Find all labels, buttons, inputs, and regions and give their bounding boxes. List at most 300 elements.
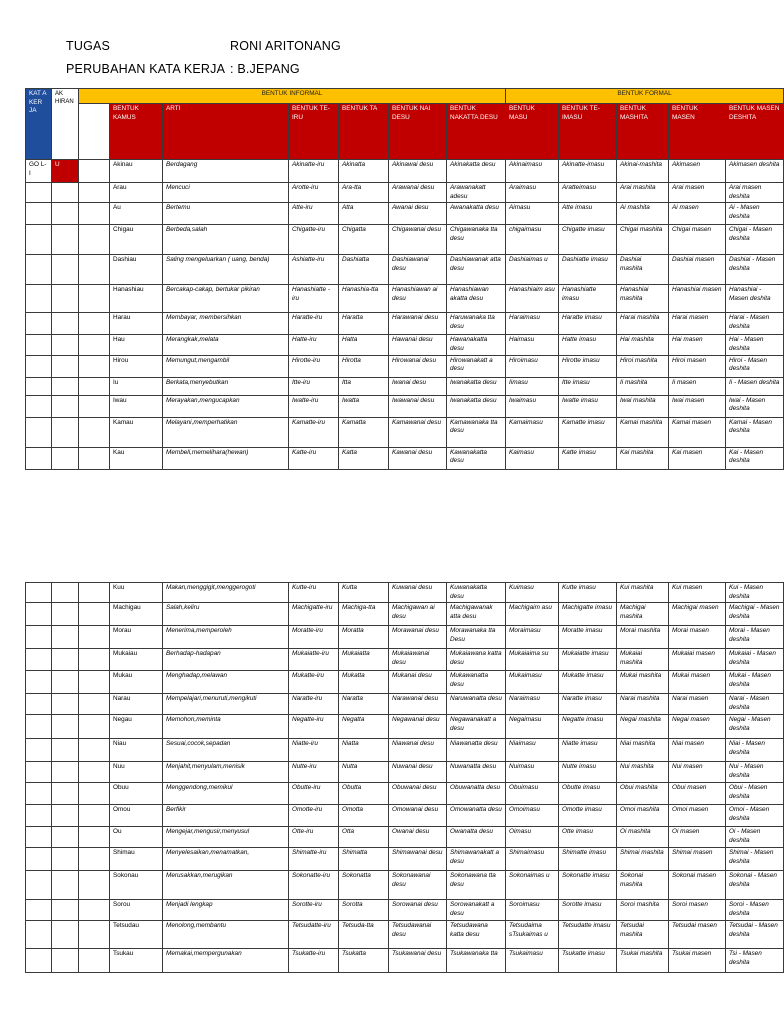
table-cell: Tetsudatte imasu [559,921,617,949]
table-cell: Iwatte imasu [559,395,617,417]
table-cell: Ashiatte-iru [289,255,339,285]
table-cell: Kui masen [669,583,726,603]
table-cell: Arau [110,183,163,203]
table-cell: chigaimasu [506,225,559,255]
table-cell: Tsukawanai desu [389,949,447,973]
table-cell: Negai mashita [617,715,669,739]
table-cell: Haraimasu [506,313,559,335]
table-cell: Machigawanak atta desu [447,603,506,626]
table-cell: Ii - Masen deshita [726,377,784,395]
spacer-cell [79,762,110,783]
table-cell: Nutte imasu [559,762,617,783]
table-cell: Shimai - Masen deshita [726,848,784,871]
table-cell: Menyelesaikan,menamatkan, [163,848,289,871]
group-cell [26,694,52,715]
table-cell: Iimasu [506,377,559,395]
table-cell: Iu [110,377,163,395]
subject-title: PERUBAHAN KATA KERJA [66,62,226,76]
table-row [26,921,784,949]
table-cell: Berbeda,salah [163,225,289,255]
group-cell [26,783,52,805]
group-cell: GO L-I [26,160,52,183]
table-cell: Niai mashita [617,739,669,762]
group-cell [26,649,52,671]
table-cell: Sorotte imasu [559,900,617,921]
table-cell: Kai masen [669,447,726,469]
table-cell: Naruwanatta desu [447,694,506,715]
table-cell: Nui - Masen deshita [726,762,784,783]
table-cell: Mukaiawanai desu [389,649,447,671]
table-cell: Mukau [110,671,163,694]
table-cell: Mukaiaima su [506,649,559,671]
spacer-cell [79,335,110,355]
table-cell: Shimatte imasu [559,848,617,871]
table-cell: Kamawanai desu [389,417,447,447]
table-cell: Sokonai - Masen deshita [726,871,784,900]
table-cell: Soroi masen [669,900,726,921]
suffix-cell [52,355,79,377]
table-cell: Narawanai desu [389,694,447,715]
group-cell [26,377,52,395]
spacer-cell [79,671,110,694]
table-cell: Tsukau [110,949,163,973]
table-cell: Iwawanai desu [389,395,447,417]
spacer-cell [79,355,110,377]
column-header: ARTI [163,104,289,160]
table-cell: Hirotta [339,355,389,377]
table-cell: Machigatte-iru [289,603,339,626]
table-cell: Narai mashita [617,694,669,715]
table-cell: Hanashiau [110,285,163,313]
table-cell: Hawanakatta desu [447,335,506,355]
spacer-cell [79,949,110,973]
group-cell [26,203,52,225]
table-cell: Mukai masen [669,671,726,694]
column-header: BENTUK TE-IRU [289,104,339,160]
table-cell: Soroimasu [506,900,559,921]
group-cell [26,921,52,949]
spacer-cell [79,900,110,921]
table-row [26,694,784,715]
table-cell: Kamai - Masen deshita [726,417,784,447]
table-cell: Nui mashita [617,762,669,783]
table-row [26,377,784,395]
table-row [26,395,784,417]
table-cell: Araimasu [506,183,559,203]
table-cell: Hai mashita [617,335,669,355]
table-cell: Iwau [110,395,163,417]
suffix-cell [52,921,79,949]
table-cell: Akimasen deshita [726,160,784,183]
table-cell: Kamatte imasu [559,417,617,447]
table-cell: Atta [339,203,389,225]
table-row [26,827,784,848]
table-cell: Shimau [110,848,163,871]
table-cell: Kamawanaka tta desu [447,417,506,447]
table-cell: Au [110,203,163,225]
table-row [26,783,784,805]
table-cell: Sokonatta [339,871,389,900]
table-cell: Kuwanakatta desu [447,583,506,603]
table-cell: Hiroi masen [669,355,726,377]
table-cell: Hiroi mashita [617,355,669,377]
table-cell: Shimai masen [669,848,726,871]
student-name: RONI ARITONANG [230,39,341,53]
table-cell: Memungut,mengambil [163,355,289,377]
table-cell: Negau [110,715,163,739]
table-cell: Nuwanai desu [389,762,447,783]
table-cell: Kui mashita [617,583,669,603]
table-cell: Kamai masen [669,417,726,447]
table-cell: Haimasu [506,335,559,355]
table-cell: Machigatte imasu [559,603,617,626]
spacer-cell [79,285,110,313]
suffix-cell [52,395,79,417]
suffix-cell [52,335,79,355]
group-cell [26,355,52,377]
table-cell: Makan,menggigit,menggerogoti [163,583,289,603]
suffix-cell [52,203,79,225]
table-cell: Sokonawana tta desu [447,871,506,900]
table-cell: Niaimasu [506,739,559,762]
table-cell: Morawanaka tta Desu [447,626,506,649]
table-row [26,739,784,762]
table-cell: Shimatte-iru [289,848,339,871]
table-cell: Tsukatte-iru [289,949,339,973]
table-cell: Kutte-iru [289,583,339,603]
column-header: BENTUK NAI DESU [389,104,447,160]
table-cell: Berdagang [163,160,289,183]
table-cell: Sokonai masen [669,871,726,900]
table-cell: Machigawan ai desu [389,603,447,626]
table-cell: Machigai mashita [617,603,669,626]
table-row [26,447,784,469]
table-cell: Akinawai desu [389,160,447,183]
table-cell: Sokonai mashita [617,871,669,900]
table-cell: Mukaiai masen [669,649,726,671]
table-cell: Moratte-iru [289,626,339,649]
table-cell: Iwanakatta desu [447,377,506,395]
suffix-cell [52,871,79,900]
table-cell: Harawanai desu [389,313,447,335]
table-cell: Akimasen [669,160,726,183]
table-row [26,900,784,921]
table-row [26,848,784,871]
column-header: BENTUK MASU [506,104,559,160]
table-cell: Hirowanai desu [389,355,447,377]
group-cell [26,255,52,285]
table-cell: Ai - Masen deshita [726,203,784,225]
table-cell: Otte-iru [289,827,339,848]
table-cell: Ai masen [669,203,726,225]
column-header: BENTUK NAKATTA DESU [447,104,506,160]
table-cell: Negawanai desu [389,715,447,739]
suffix-cell: U [52,160,79,183]
spacer-cell [79,583,110,603]
suffix-cell [52,583,79,603]
table-cell: Tsukatta [339,949,389,973]
group-cell [26,949,52,973]
table-cell: Chigai masen [669,225,726,255]
table-cell: Sorotte-iru [289,900,339,921]
table-cell: Arai masen [669,183,726,203]
table-cell: Moratta [339,626,389,649]
table-cell: Iwaimasu [506,395,559,417]
table-cell: Oi masen [669,827,726,848]
table-cell: Dashiai - Masen deshita [726,255,784,285]
table-cell: Mukawanatta desu [447,671,506,694]
table-cell: Kaimasu [506,447,559,469]
table-cell: Harai mashita [617,313,669,335]
table-cell: Itte-iru [289,377,339,395]
table-cell: Haratte imasu [559,313,617,335]
spacer-cell [79,183,110,203]
table-cell: Menerima,memperoleh [163,626,289,649]
table-cell: Kawanakatta desu [447,447,506,469]
table-cell: Moraimasu [506,626,559,649]
table-cell: Kamai mashita [617,417,669,447]
column-header: BENTUK KAMUS [110,104,163,160]
table-cell: Awanai desu [389,203,447,225]
table-cell: Dashiawanai desu [389,255,447,285]
table-cell: Naratte-iru [289,694,339,715]
table-cell: Aimasu [506,203,559,225]
table-cell: Hatte-iru [289,335,339,355]
table-cell: Atte-iru [289,203,339,225]
table-cell: Iwatte-iru [289,395,339,417]
table-cell: Hanashiaim asu [506,285,559,313]
spacer-cell [79,921,110,949]
table-cell: Nuu [110,762,163,783]
table-cell: Nutte-iru [289,762,339,783]
suffix-cell [52,255,79,285]
table-cell: Negawanakatt a desu [447,715,506,739]
table-cell: Chigatte imasu [559,225,617,255]
table-cell: Omoimasu [506,805,559,827]
suffix-cell [52,762,79,783]
table-row [26,203,784,225]
column-header: BENTUK MASHITA [617,104,669,160]
table-cell: Owanatta desu [447,827,506,848]
table-cell: Harau [110,313,163,335]
table-cell: Arai masen deshita [726,183,784,203]
table-cell: Owanai desu [389,827,447,848]
table-cell: Menjadi lengkap [163,900,289,921]
table-cell: Atte imasu [559,203,617,225]
suffix-cell [52,417,79,447]
table-cell: Hanashia-tta [339,285,389,313]
spacer-cell [79,848,110,871]
table-cell: Shimaimasu [506,848,559,871]
spacer-cell [79,739,110,762]
table-row [26,583,784,603]
column-header: BENTUK MASEN DESHITA [726,104,784,160]
spacer-cell [79,225,110,255]
table-cell: Oi - Masen deshita [726,827,784,848]
table-cell: Akinatte-iru [289,160,339,183]
table-cell: Mukaiai mashita [617,649,669,671]
table-cell: Dashiaimas u [506,255,559,285]
suffix-cell [52,225,79,255]
table-cell: Merusakkan,merugikan [163,871,289,900]
informal-header: BENTUK INFORMAL [79,89,506,104]
table-cell: Sokonaimas u [506,871,559,900]
table-row [26,715,784,739]
table-cell: Haratta [339,313,389,335]
group-cell [26,183,52,203]
spacer-cell [79,783,110,805]
table-cell: Tsukai mashita [617,949,669,973]
table-cell: Morai masen [669,626,726,649]
table-cell: Mengejar,mengusir,menyusul [163,827,289,848]
group-cell [26,395,52,417]
table-cell: Chigatta [339,225,389,255]
table-cell: Hanashiai masen [669,285,726,313]
spacer-cell [79,417,110,447]
table-cell: Hirou [110,355,163,377]
table-cell: Omowanatta desu [447,805,506,827]
spacer-cell [79,313,110,335]
table-row [26,160,784,183]
table-cell: Hanashiatte imasu [559,285,617,313]
table-cell: Negatte imasu [559,715,617,739]
table-cell: Akinai-mashita [617,160,669,183]
table-cell: Obui masen [669,783,726,805]
table-cell: Kamatte-iru [289,417,339,447]
table-cell: Omotte-iru [289,805,339,827]
verb-table-part-1 [25,88,784,470]
table-cell: Omotta [339,805,389,827]
table-cell: Ara-tta [339,183,389,203]
group-cell [26,739,52,762]
group-cell [26,805,52,827]
table-cell: Tetsudau [110,921,163,949]
suffix-cell [52,848,79,871]
table-cell: Tetsudai mashita [617,921,669,949]
group-cell [26,583,52,603]
suffix-cell [52,649,79,671]
table-cell: Katte-iru [289,447,339,469]
suffix-cell [52,626,79,649]
table-cell: Niawanai desu [389,739,447,762]
table-cell: Katta [339,447,389,469]
table-cell: Omou [110,805,163,827]
suffix-cell [52,739,79,762]
table-cell: Negaimasu [506,715,559,739]
table-cell: Shimawanakatt a desu [447,848,506,871]
verb-table-part-2 [25,582,784,973]
table-cell: Dashiawanak atta desu [447,255,506,285]
table-cell: Niai - Masen deshita [726,739,784,762]
table-cell: Omotte imasu [559,805,617,827]
table-cell: Machigai - Masen deshita [726,603,784,626]
group-cell [26,417,52,447]
spacer-cell [79,805,110,827]
table-cell: Narau [110,694,163,715]
table-cell: Tsukai masen [669,949,726,973]
table-cell: Salah,keliru [163,603,289,626]
akhiran-header: AK HIRAN [52,89,79,160]
table-cell: Nui masen [669,762,726,783]
header-blank-cell [79,104,110,160]
suffix-cell [52,783,79,805]
table-cell: Shimatta [339,848,389,871]
table-cell: Niatte-iru [289,739,339,762]
suffix-cell [52,900,79,921]
table-cell: Hanashiawan ai desu [389,285,447,313]
table-cell: Haratte-iru [289,313,339,335]
table-row [26,225,784,255]
table-cell: Ou [110,827,163,848]
suffix-cell [52,447,79,469]
table-cell: Memohon,meminta [163,715,289,739]
table-cell: Menjahit,menyulam,menisik [163,762,289,783]
table-cell: Itte imasu [559,377,617,395]
table-cell: Kuu [110,583,163,603]
table-cell: Tetsuda-tta [339,921,389,949]
table-cell: Moratte imasu [559,626,617,649]
table-cell: Hai masen [669,335,726,355]
spacer-cell [79,203,110,225]
table-cell: Negatta [339,715,389,739]
table-cell: Mukaiau [110,649,163,671]
table-cell: Hawanai desu [389,335,447,355]
table-cell: Obutte-iru [289,783,339,805]
table-cell: Tsukatte imasu [559,949,617,973]
table-cell: Naratta [339,694,389,715]
table-cell: Mukaiawana katta desu [447,649,506,671]
group-cell [26,848,52,871]
table-cell: Arawanakatt adesu [447,183,506,203]
table-cell: Mukaiatte-iru [289,649,339,671]
table-cell: Niai masen [669,739,726,762]
table-cell: Tetsudai masen [669,921,726,949]
table-cell: Akinau [110,160,163,183]
group-cell [26,827,52,848]
spacer-cell [79,255,110,285]
table-cell: Kai mashita [617,447,669,469]
table-cell: Sorotta [339,900,389,921]
table-cell: Sorowanakatt a desu [447,900,506,921]
table-cell: Hiroi - Masen deshita [726,355,784,377]
table-cell: Iwatta [339,395,389,417]
table-cell: Otta [339,827,389,848]
table-cell: Harai masen [669,313,726,335]
table-cell: Hatta [339,335,389,355]
table-cell: Mukai - Masen deshita [726,671,784,694]
table-cell: Ii mashita [617,377,669,395]
table-cell: Chigai mashita [617,225,669,255]
table-cell: Chigatte-iru [289,225,339,255]
table-cell: Obuu [110,783,163,805]
table-cell: Mukai mashita [617,671,669,694]
table-cell: Obutta [339,783,389,805]
spacer-cell [79,447,110,469]
table-cell: Hirotte-iru [289,355,339,377]
group-cell [26,715,52,739]
table-row [26,949,784,973]
spacer-cell [79,715,110,739]
table-cell: Machiga-tta [339,603,389,626]
table-cell: Katte imasu [559,447,617,469]
formal-header: BENTUK FORMAL [506,89,784,104]
spacer-cell [79,395,110,417]
suffix-cell [52,805,79,827]
table-cell: Hatte imasu [559,335,617,355]
table-cell: Tetsudai - Masen deshita [726,921,784,949]
table-cell: Omowanai desu [389,805,447,827]
spacer-cell [79,694,110,715]
